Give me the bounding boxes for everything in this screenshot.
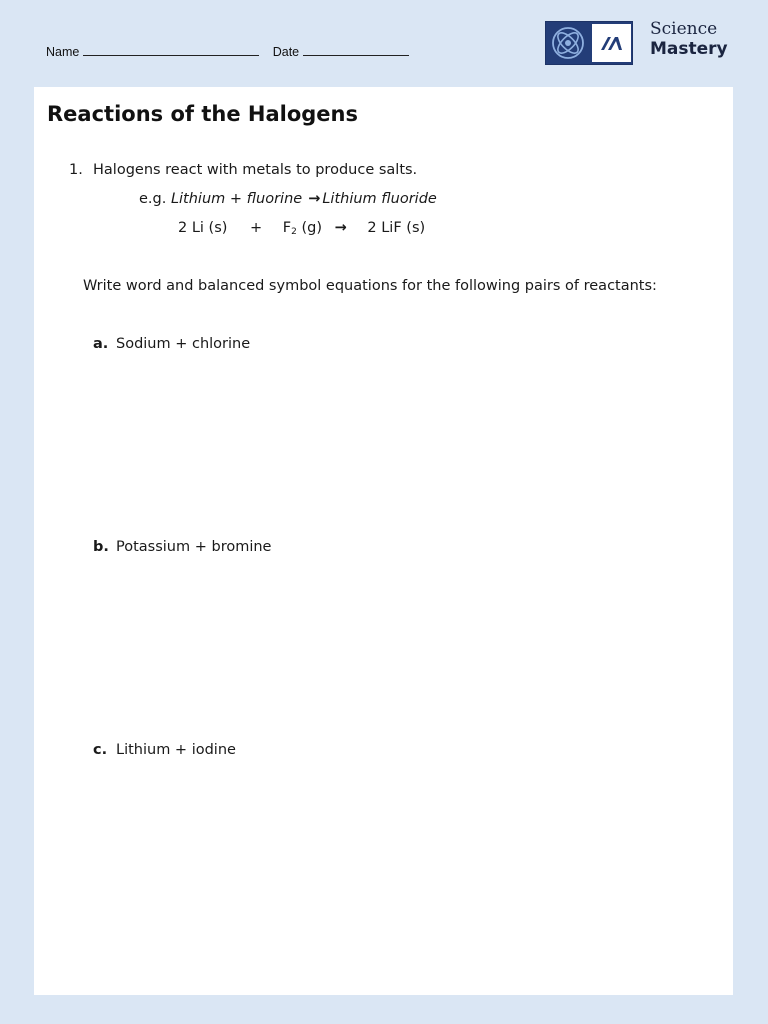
name-label: Name [46, 45, 80, 59]
brand-name [650, 21, 728, 58]
part-b [93, 539, 271, 555]
part-text: Lithium + iodine [116, 742, 236, 758]
arrow-icon: → [308, 191, 321, 207]
example-prefix: e.g. [139, 191, 167, 207]
example-symbol-equation [178, 220, 425, 237]
part-a [93, 336, 250, 352]
question-number: 1. [69, 162, 83, 178]
reactant-2-state: (g) [301, 220, 323, 236]
atom-icon [546, 22, 590, 64]
example-word-equation [139, 191, 437, 207]
part-label: b. [93, 539, 109, 555]
mastery-chevron-icon [592, 24, 631, 62]
reactant-2-symbol: F [282, 220, 292, 236]
reactant-2-subscript: 2 [291, 227, 297, 237]
arrow-icon: → [334, 220, 347, 236]
date-label: Date [272, 45, 300, 59]
name-blank[interactable] [83, 43, 259, 56]
page-title: Reactions of the Halogens [47, 102, 358, 126]
brand-line-1: Science [650, 19, 718, 39]
reactant-2 [283, 220, 322, 237]
question-text: Halogens react with metals to produce salts. [93, 162, 418, 178]
brand-logo [545, 21, 633, 65]
product: 2 LiF (s) [367, 220, 426, 236]
name-date-line [46, 43, 409, 59]
question-1 [69, 162, 417, 178]
brand-line-2: Mastery [650, 39, 728, 59]
part-text: Potassium + bromine [116, 539, 272, 555]
reactant-1: 2 Li (s) [178, 220, 228, 236]
part-c [93, 742, 236, 758]
example-reactants: Lithium + fluorine [170, 191, 303, 207]
part-text: Sodium + chlorine [116, 336, 251, 352]
example-product: Lithium fluoride [322, 191, 437, 207]
part-label: a. [93, 336, 109, 352]
plus-sign: + [250, 220, 263, 236]
date-blank[interactable] [303, 43, 409, 56]
worksheet-paper [34, 87, 733, 995]
part-label: c. [93, 742, 108, 758]
instructions: Write word and balanced symbol equations for the following pairs of reactants: [83, 278, 657, 294]
page-header [0, 0, 768, 86]
